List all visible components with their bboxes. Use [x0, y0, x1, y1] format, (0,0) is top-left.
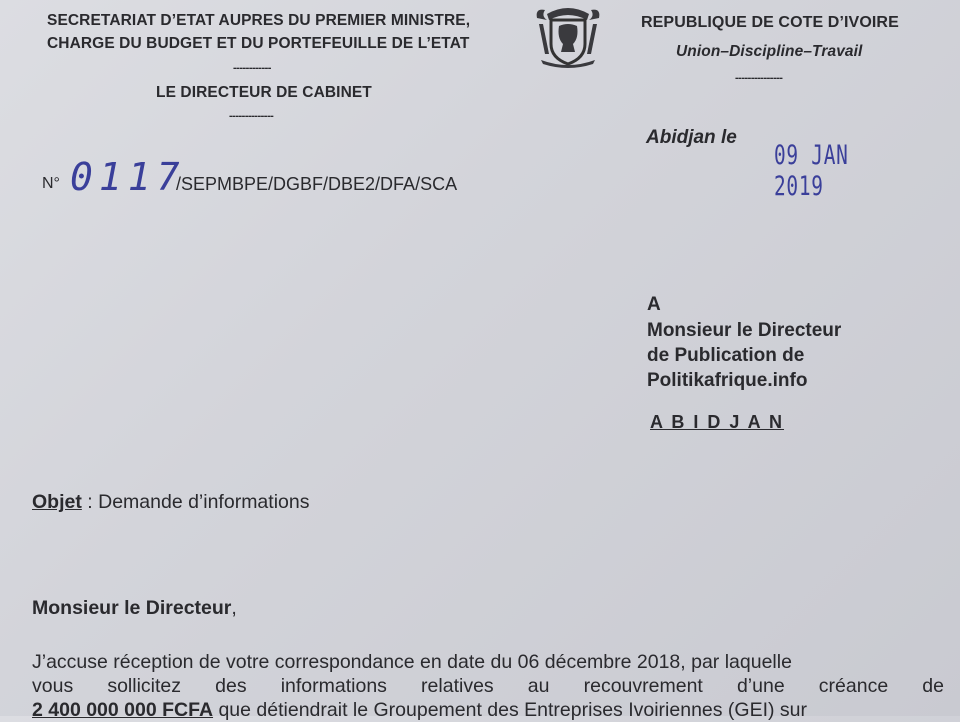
date-stamp: 09 JAN 2019 — [774, 140, 849, 202]
ministry-line-2: CHARGE DU BUDGET ET DU PORTEFEUILLE DE L’ETAT — [47, 35, 470, 52]
body-line-3-text: que détiendrait le Groupement des Entreprises Ivoiriennes (GEI) sur — [213, 699, 808, 721]
salutation-comma: , — [231, 597, 237, 619]
body-line-3 — [32, 698, 807, 722]
date-line — [646, 127, 737, 149]
salutation — [32, 597, 237, 620]
recipient-line-2: de Publication de — [647, 345, 805, 366]
recipient-line-3: Politikafrique.info — [647, 370, 808, 391]
amount: 2 400 000 000 FCFA — [32, 699, 214, 721]
reference-number: 0117 — [70, 155, 186, 199]
ministry-line-1: SECRETARIAT D’ETAT AUPRES DU PREMIER MINISTRE, — [47, 12, 471, 29]
body-line-1: J’accuse réception de votre correspondance en date du 06 décembre 2018, par laquelle — [32, 651, 792, 673]
salutation-text: Monsieur le Directeur — [32, 597, 232, 619]
subject-label: Objet — [32, 491, 82, 513]
country-name: REPUBLIQUE DE COTE D’IVOIRE — [641, 14, 899, 31]
reference-prefix: N° — [42, 175, 60, 192]
body-line-2-text: vous sollicitez des informations relatives au recouvrement d’une créance de — [32, 675, 944, 697]
subject-text: Demande d’informations — [98, 491, 310, 513]
subject-separator: : — [81, 491, 99, 513]
coat-of-arms-icon — [531, 4, 605, 68]
recipient-city: A B I D J A N — [650, 412, 785, 432]
header-separator: ------------ — [233, 62, 271, 74]
office-title: LE DIRECTEUR DE CABINET — [156, 84, 372, 101]
date-prefix: Abidjan le — [646, 127, 737, 148]
header-separator: --------------- — [735, 72, 783, 84]
national-motto: Union–Discipline–Travail — [676, 43, 863, 60]
recipient-line-1: Monsieur le Directeur — [647, 320, 842, 341]
subject-line — [32, 491, 309, 514]
recipient-to: A — [647, 294, 661, 315]
header-separator: -------------- — [229, 110, 274, 122]
body-line-2 — [32, 674, 944, 698]
reference-code: /SEPMBPE/DGBF/DBE2/DFA/SCA — [176, 174, 458, 194]
